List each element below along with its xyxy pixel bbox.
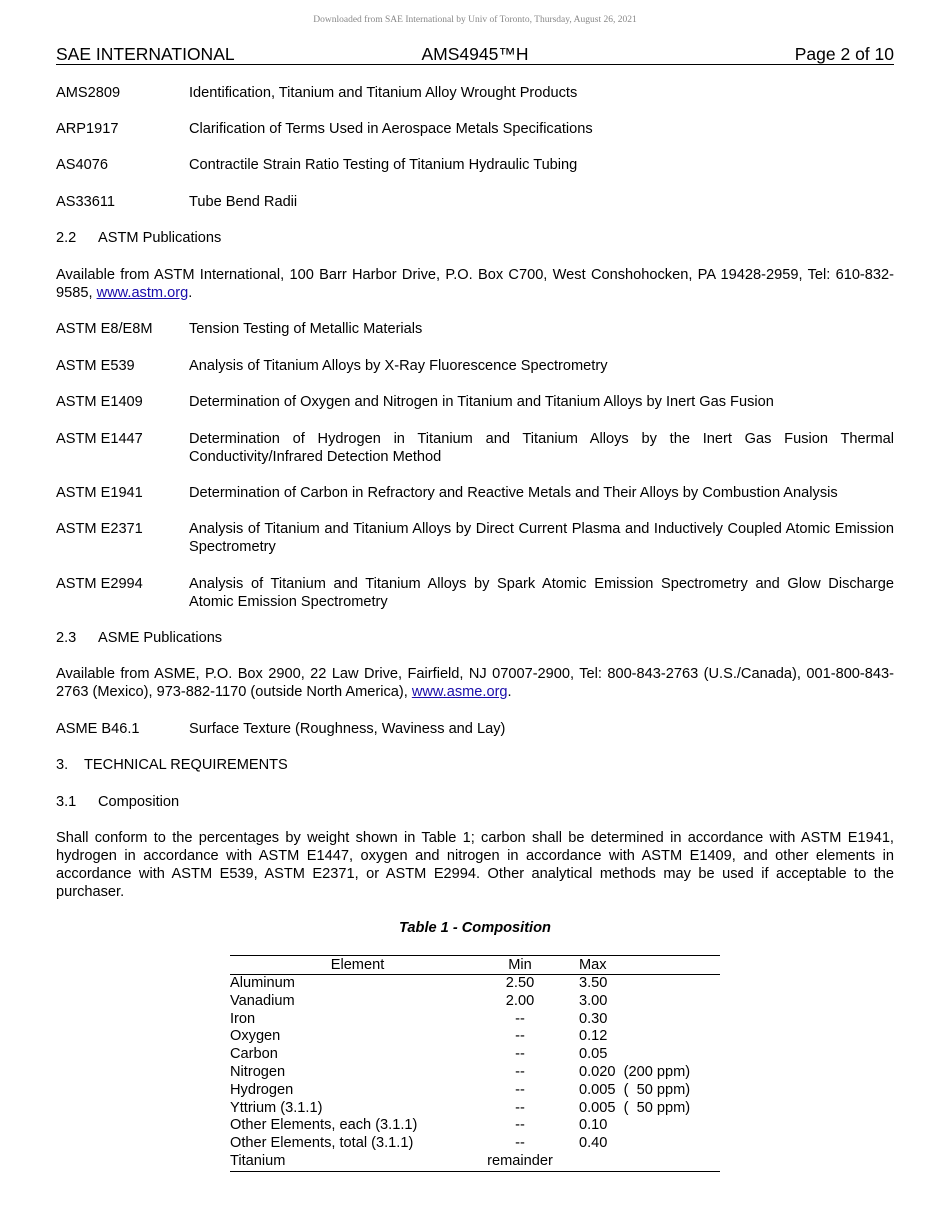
section-title: ASME Publications — [98, 630, 223, 646]
section-heading-2-3 — [56, 629, 894, 647]
reference-title: Determination of Carbon in Refractory and Reactive Metals and Their Alloys by Combustion Analysis — [189, 485, 838, 501]
download-banner: Downloaded from SAE International by Univ of Toronto, Thursday, August 26, 2021 — [313, 15, 637, 25]
reference-code: ASME B46.1 — [56, 721, 140, 737]
section-heading-2-2 — [56, 229, 894, 247]
reference-entry — [56, 320, 894, 338]
asme-website-link[interactable]: www.asme.org — [411, 684, 508, 700]
reference-entry — [56, 575, 894, 611]
section-heading-3-1 — [56, 793, 894, 811]
astm-website-link[interactable]: www.astm.org — [96, 285, 189, 301]
reference-title: Contractile Strain Ratio Testing of Titanium Hydraulic Tubing — [189, 157, 578, 173]
table-row: Other Elements, each (3.1.1) -- 0.10 — [230, 1117, 608, 1134]
reference-entry — [56, 484, 894, 502]
section-title: ASTM Publications — [98, 230, 222, 246]
table-row: Hydrogen -- 0.005 ( 50 ppm) — [230, 1081, 691, 1098]
reference-entry — [56, 720, 894, 738]
header-doc-number: AMS4945™H — [421, 44, 529, 64]
reference-title: Analysis of Titanium and Titanium Alloys by Spark Atomic Emission Spectrometry and Glow Discharge Atomic Emission Spectrometry — [189, 576, 894, 610]
reference-entry — [56, 430, 894, 466]
asme-availability-paragraph: Available from ASME, P.O. Box 2900, 22 Law Drive, Fairfield, NJ 07007-2900, Tel: 800-843-2763 (U.S./Canada), 001-800-843-2763 (Mexico), 973-882-1170 (outside North America), www.asme.org. — [56, 666, 894, 700]
reference-code: ASTM E539 — [56, 358, 135, 374]
table-row: Yttrium (3.1.1) -- 0.005 ( 50 ppm) — [230, 1099, 691, 1116]
section-number: 2.3 — [56, 630, 77, 646]
reference-code: AS4076 — [56, 157, 108, 173]
table-row: Titanium remainder — [230, 1152, 553, 1169]
reference-code: AMS2809 — [56, 85, 121, 101]
reference-code: ASTM E1447 — [56, 431, 143, 447]
reference-title: Determination of Oxygen and Nitrogen in Titanium and Titanium Alloys by Inert Gas Fusion — [189, 394, 774, 410]
reference-code: ASTM E2994 — [56, 576, 143, 592]
header-publisher: SAE INTERNATIONAL — [56, 44, 235, 64]
section-number: 3. — [56, 757, 69, 773]
reference-entry — [56, 520, 894, 556]
reference-entry — [56, 84, 894, 102]
reference-title: Identification, Titanium and Titanium Alloy Wrought Products — [189, 85, 578, 101]
reference-title: Analysis of Titanium Alloys by X-Ray Fluorescence Spectrometry — [189, 358, 608, 374]
section-number: 2.2 — [56, 230, 77, 246]
section-title: TECHNICAL REQUIREMENTS — [84, 757, 288, 773]
section-title: Composition — [98, 794, 180, 810]
section-number: 3.1 — [56, 794, 77, 810]
reference-entry — [56, 156, 894, 174]
table-row: Oxygen -- 0.12 — [230, 1028, 608, 1045]
column-header-min: Min — [485, 956, 555, 975]
column-header-max: Max — [555, 956, 720, 975]
page-header — [56, 44, 894, 65]
reference-code: ASTM E8/E8M — [56, 321, 153, 337]
section-heading-3 — [56, 756, 894, 774]
table-row: Vanadium 2.00 3.00 — [230, 992, 608, 1009]
table-title: Table 1 - Composition — [399, 920, 551, 936]
reference-code: ARP1917 — [56, 121, 119, 137]
header-page-number: Page 2 of 10 — [794, 44, 894, 64]
table-row: Nitrogen -- 0.020 (200 ppm) — [230, 1063, 691, 1080]
composition-table — [230, 955, 720, 1172]
reference-title: Tube Bend Radii — [189, 194, 298, 210]
reference-entry — [56, 120, 894, 138]
reference-entry — [56, 357, 894, 375]
reference-entry — [56, 193, 894, 211]
reference-title: Tension Testing of Metallic Materials — [189, 321, 423, 337]
reference-code: ASTM E2371 — [56, 521, 143, 537]
reference-title: Determination of Hydrogen in Titanium and Titanium Alloys by the Inert Gas Fusion Thermal Conductivity/Infrared Detection Method — [189, 431, 894, 465]
reference-code: ASTM E1409 — [56, 394, 143, 410]
reference-title: Clarification of Terms Used in Aerospace Metals Specifications — [189, 121, 593, 137]
reference-entry — [56, 393, 894, 411]
composition-paragraph: Shall conform to the percentages by weight shown in Table 1; carbon shall be determined in accordance with ASTM E1941, hydrogen in accordance with ASTM E1447, oxygen and nitrogen in accordance with ASTM E1409, and other elements in accordance with ASTM E539, ASTM E2371, or ASTM E2994. Other analytical methods may be used if acceptable to the purchaser. — [56, 830, 894, 900]
reference-code: AS33611 — [56, 194, 115, 210]
astm-availability-paragraph: Available from ASTM International, 100 Barr Harbor Drive, P.O. Box C700, West Conshohocken, PA 19428-2959, Tel: 610-832-9585, www.astm.org. — [56, 267, 894, 301]
reference-code: ASTM E1941 — [56, 485, 143, 501]
table-row: Carbon -- 0.05 — [230, 1046, 608, 1063]
table-row: Iron -- 0.30 — [230, 1010, 608, 1027]
reference-title: Surface Texture (Roughness, Waviness and Lay) — [189, 721, 506, 737]
table-row: Aluminum 2.50 3.50 — [230, 975, 608, 991]
column-header-element: Element — [230, 956, 485, 975]
table-row: Other Elements, total (3.1.1) -- 0.40 — [230, 1135, 608, 1152]
reference-title: Analysis of Titanium and Titanium Alloys by Direct Current Plasma and Inductively Coupled Atomic Emission Spectrometry — [189, 521, 894, 555]
table-header-row — [230, 956, 720, 975]
